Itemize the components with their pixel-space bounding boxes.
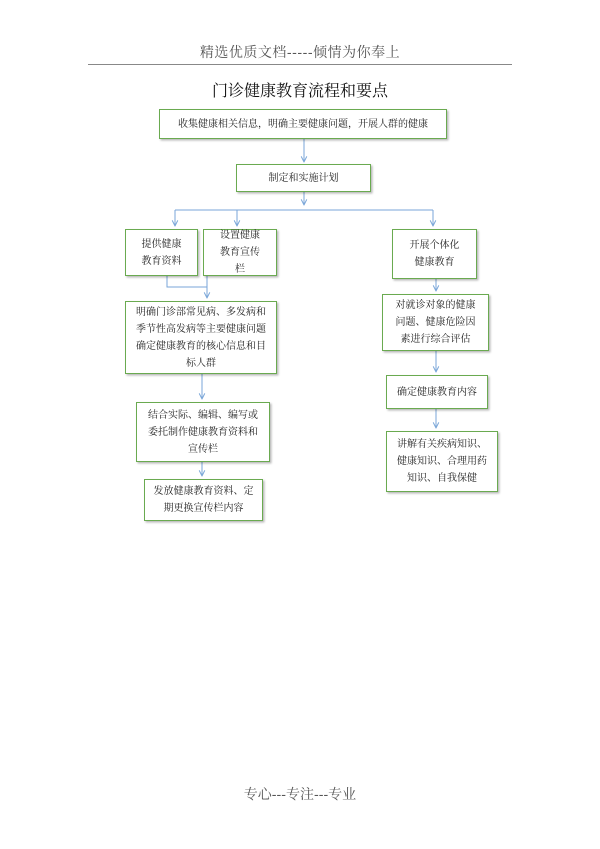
determine-content-box: [386, 375, 488, 409]
explain-text: 讲解有关疾病知识、健康知识、合理用药知识、自我保健: [397, 439, 487, 484]
distribute-box: [144, 479, 263, 521]
determine-content-text: 确定健康教育内容: [397, 386, 477, 398]
set-board-text: 设置健康教育宣传栏: [220, 230, 260, 275]
clarify-topics-text: 明确门诊部常见病、多发病和季节性高发病等主要健康问题确定健康教育的核心信息和目标人群: [136, 306, 266, 369]
assess-box: [382, 294, 489, 351]
individualized-box: [392, 229, 477, 279]
explain-box: [386, 431, 498, 492]
produce-materials-text: 结合实际、编辑、编写或委托制作健康教育资料和宣传栏: [148, 409, 258, 455]
page-footer: 专心---专注---专业: [243, 787, 357, 803]
collect-health-info-box: [159, 109, 447, 139]
clarify-topics-box: [125, 301, 277, 374]
connector-left-merge: [167, 276, 207, 287]
collect-health-info-text: 收集健康相关信息，明确主要健康问题，开展人群的健康: [178, 118, 428, 130]
page-header: 精选优质文档-----倾情为你奉上: [199, 45, 401, 61]
provide-materials-text: 提供健康教育资料: [141, 238, 182, 267]
provide-materials-box: [125, 229, 198, 276]
plan-text: 制定和实施计划: [268, 172, 339, 184]
set-board-box: [203, 229, 277, 276]
produce-materials-box: [136, 402, 270, 462]
individualized-text: 开展个体化健康教育: [409, 240, 460, 268]
plan-box: [236, 164, 371, 192]
page-title: 门诊健康教育流程和要点: [211, 81, 388, 100]
distribute-text: 发放健康教育资料、定期更换宣传栏内容: [153, 486, 254, 514]
assess-text: 对就诊对象的健康问题、健康危险因素进行综合评估: [395, 300, 476, 345]
